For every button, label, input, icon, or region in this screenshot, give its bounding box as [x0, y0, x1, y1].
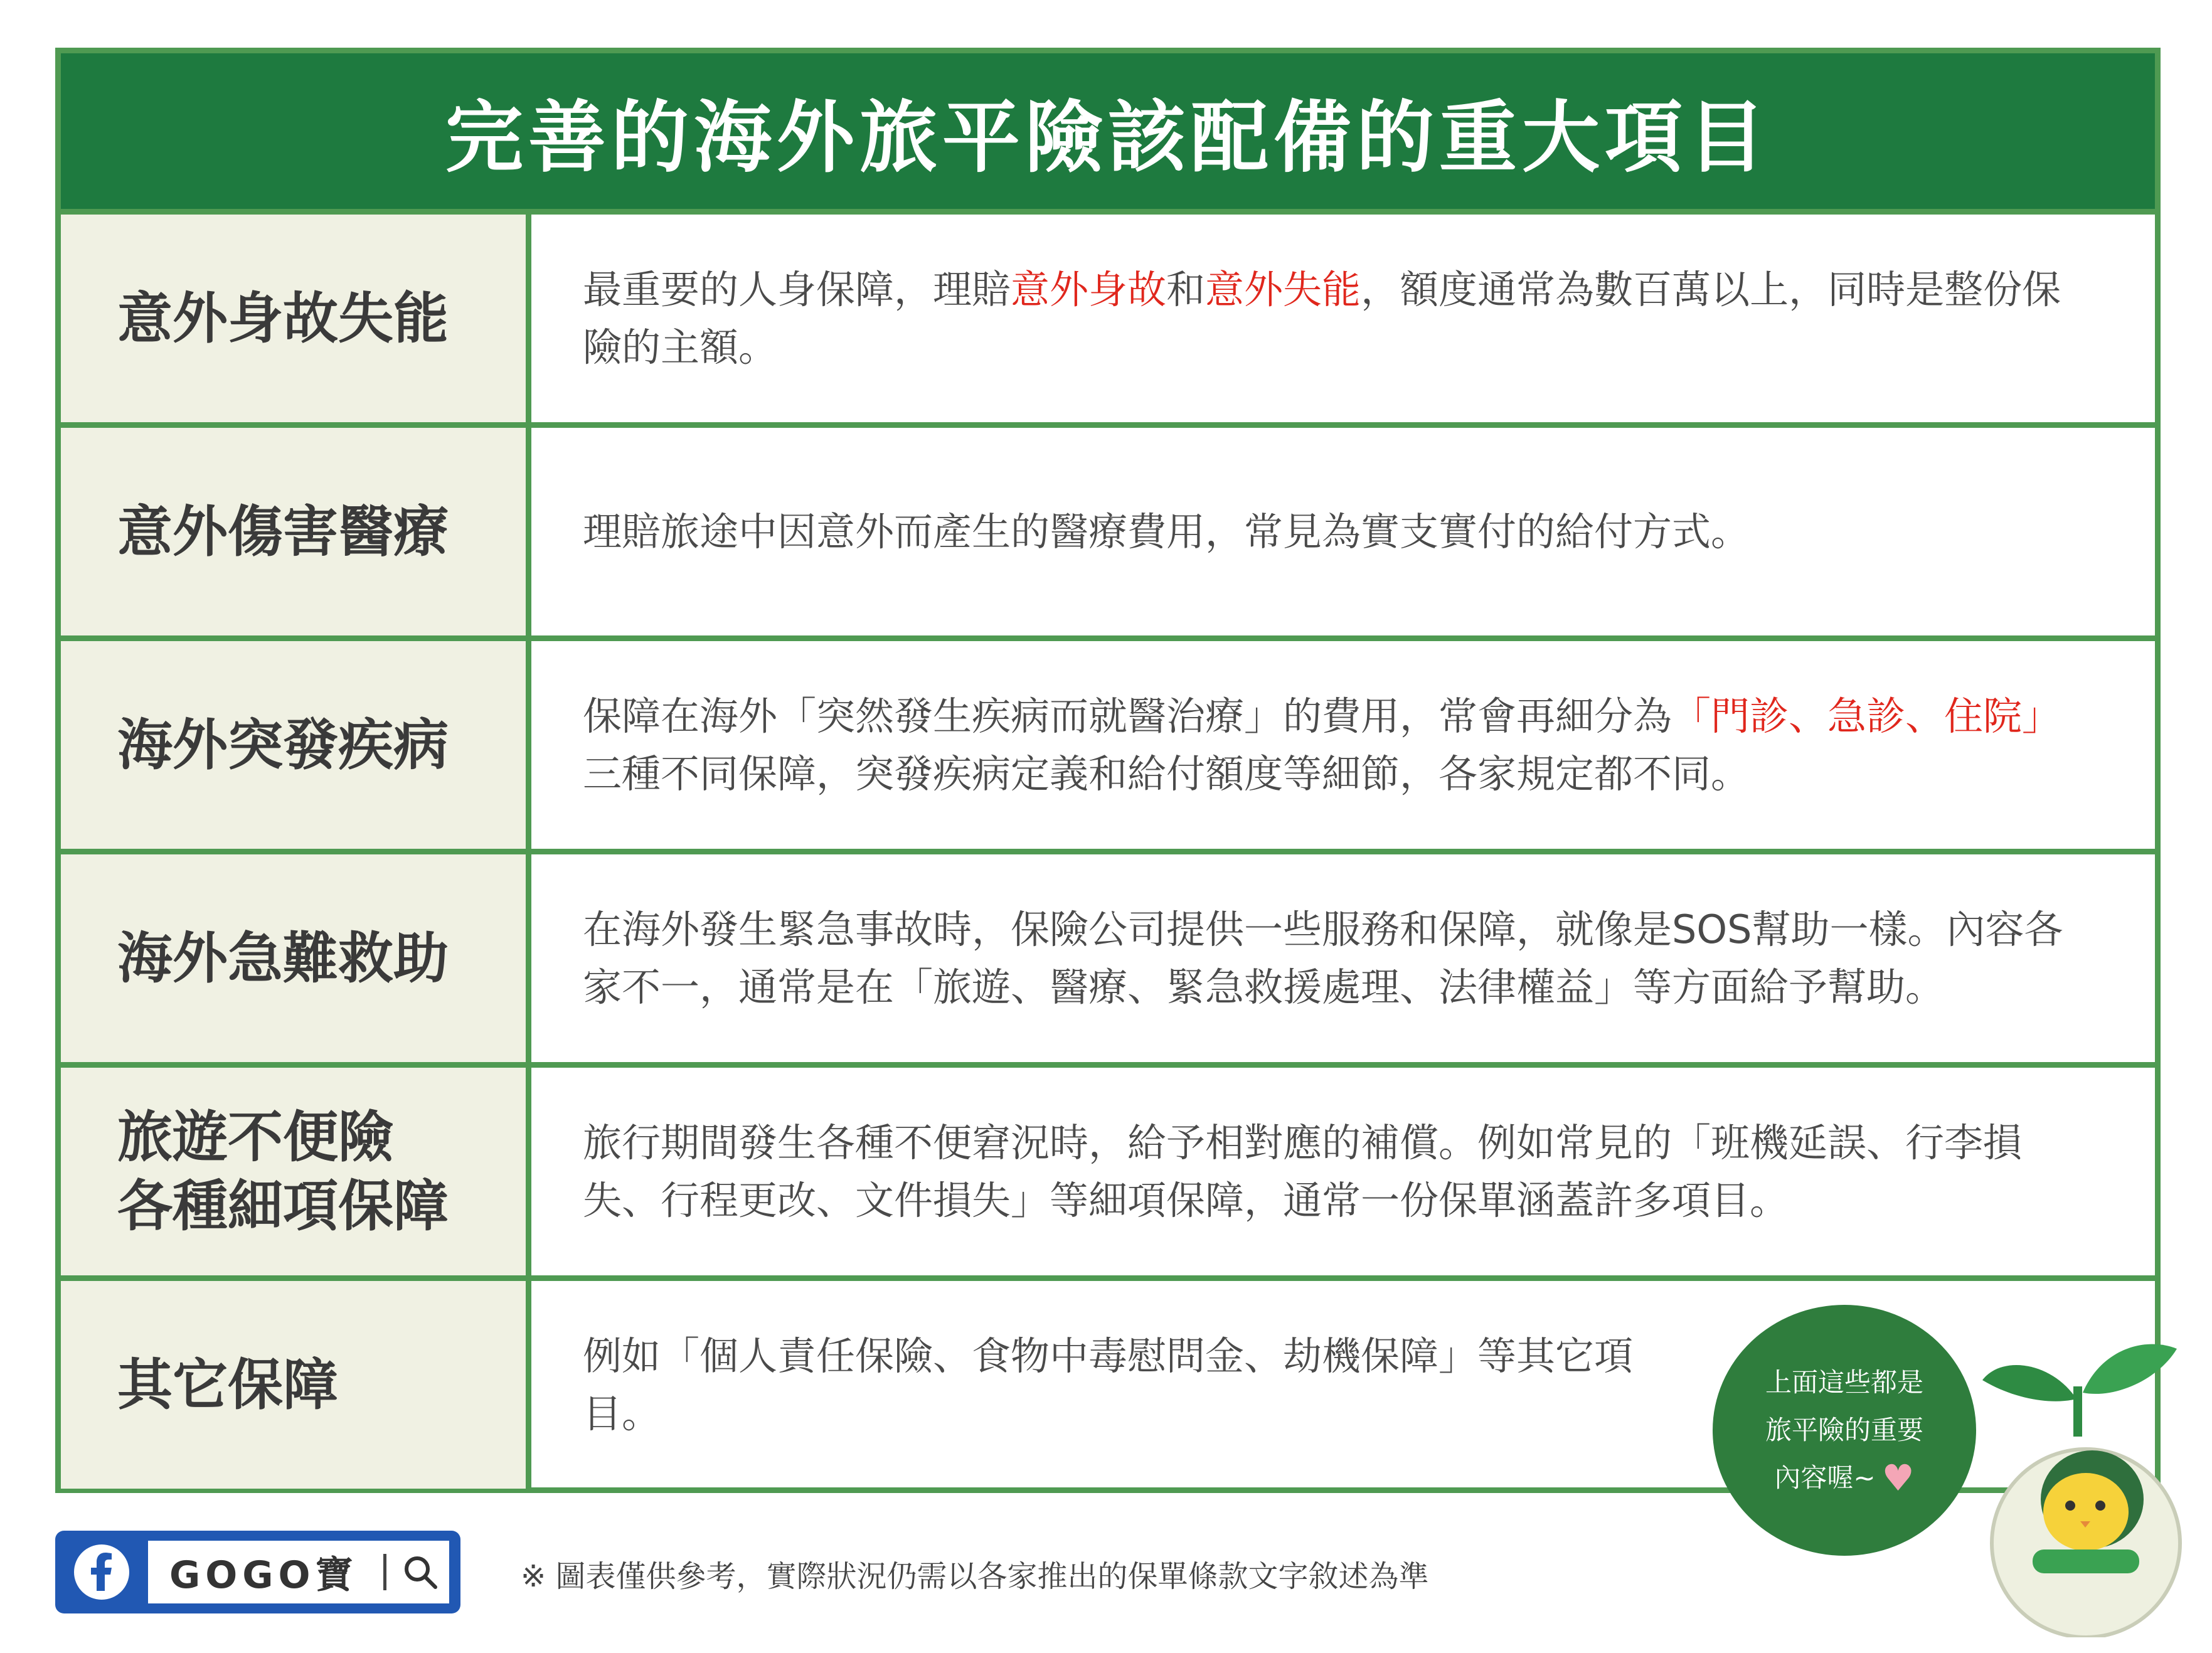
desc-text: 理賠旅途中因意外而產生的醫療費用，常見為實支實付的給付方式。: [583, 508, 1750, 555]
bubble-text: 旅平險的重要: [1765, 1415, 1923, 1445]
row-label-text: 其它保障: [117, 1352, 339, 1417]
table-row: [61, 849, 2155, 1062]
desc-text: 旅行期間發生各種不便窘況時，給予相對應的補償。例如常見的「班機延誤、行李損失、行程更改、文件損失」等細項保障，通常一份保單涵蓋許多項目。: [583, 1119, 2023, 1223]
table-row: [61, 1062, 2155, 1275]
row-label: [61, 428, 531, 635]
desc-text: ，額度通常為數百萬以上，同時是整份保險的主額。: [583, 266, 2061, 370]
desc-text: 例如「個人責任保險、食物中毒慰問金、劫機保障」等其它項目。: [583, 1332, 1634, 1437]
row-label: [61, 215, 531, 422]
facebook-badge[interactable]: [55, 1531, 460, 1613]
row-label-text: 各種細項保障: [117, 1173, 449, 1238]
table-row: [61, 422, 2155, 635]
search-icon[interactable]: [401, 1553, 439, 1591]
row-description: [531, 215, 2155, 422]
desc-text: 在海外發生緊急事故時，保險公司提供一些服務和保障，就像是SOS幫助一樣。內容各家不一，通常是在「旅遊、醫療、緊急救援處理、法律權益」等方面給予幫助。: [583, 906, 2063, 1010]
footnote: ※ 圖表僅供參考，實際狀況仍需以各家推出的保單條款文字敘述為準: [521, 1559, 1429, 1594]
desc-text: 和: [1166, 266, 1206, 312]
desc-highlight: 意外失能: [1205, 266, 1361, 312]
row-label-text: 意外傷害醫療: [117, 499, 449, 564]
bubble-text: 內容喔~: [1774, 1462, 1876, 1493]
bubble-text: 上面這些都是: [1765, 1367, 1923, 1398]
page-title: 完善的海外旅平險該配備的重大項目: [61, 53, 2155, 209]
row-label-text: 旅遊不便險: [117, 1104, 394, 1169]
desc-highlight: 意外身故: [1011, 266, 1167, 312]
row-label: [61, 1068, 531, 1275]
row-label-text: 意外身故失能: [117, 285, 449, 351]
desc-text: 保障在海外「突然發生疾病而就醫治療」的費用，常會再細分為: [583, 693, 1672, 739]
row-label: [61, 641, 531, 849]
desc-text: 三種不同保障，突發疾病定義和給付額度等細節，各家規定都不同。: [583, 750, 1750, 797]
mascot-speech-bubble: [1713, 1305, 1976, 1556]
row-label: [61, 1281, 531, 1489]
insurance-table-card: [55, 48, 2161, 1493]
row-label-text: 海外急難救助: [117, 925, 449, 991]
facebook-icon: [72, 1542, 132, 1602]
divider: [383, 1554, 386, 1590]
sprout-mascot: [1976, 1311, 2183, 1637]
desc-highlight: 「門診、急診、住院」: [1672, 693, 2061, 739]
desc-text: 最重要的人身保障，理賠: [583, 266, 1011, 312]
brand-search-box[interactable]: [148, 1541, 449, 1603]
row-description: [531, 641, 2155, 849]
brand-name: GOGO寶: [169, 1553, 358, 1597]
heart-icon: ♥: [1881, 1457, 1915, 1499]
row-description: [531, 428, 2155, 635]
row-description: [531, 1068, 2155, 1275]
table-row: [61, 209, 2155, 422]
row-label-text: 海外突發疾病: [117, 712, 449, 777]
table-row: [61, 635, 2155, 849]
row-label: [61, 854, 531, 1062]
row-description: [531, 854, 2155, 1062]
